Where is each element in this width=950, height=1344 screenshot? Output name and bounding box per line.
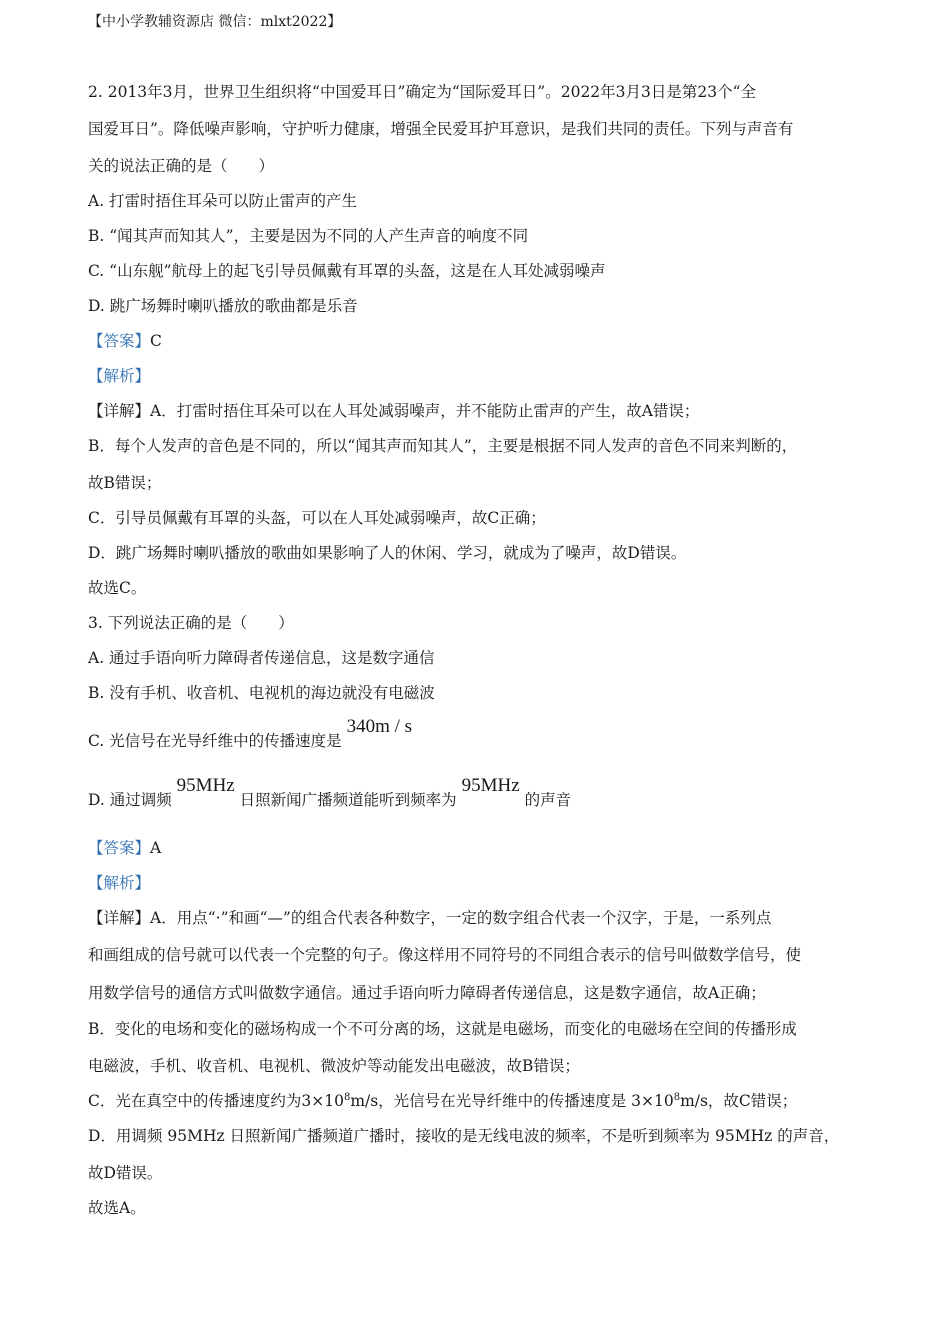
q2-detail-label: 【详解】 [88, 402, 151, 420]
q3-detail-d-line-1: D．用调频 95MHz 日照新闻广播频道广播时，接收的是无线电波的频率，不是听到频率为 95MHz 的声音， [88, 1127, 840, 1145]
exponent-2: 8 [673, 1091, 681, 1103]
q2-detail-c: C．引导员佩戴有耳罩的头盔，可以在人耳处减弱噪声，故C正确； [88, 509, 546, 527]
q3-option-d-suffix: 的声音 [524, 791, 572, 809]
q3-detail-b-line-1: B．变化的电场和变化的磁场构成一个不可分离的场，这就是电磁场，而变化的电磁场在空间的传播形成 [88, 1020, 797, 1038]
q2-analysis-label: 【解析】 [88, 367, 151, 385]
q2-conclusion: 故选C。 [88, 579, 147, 597]
q3-detail-a1-prefix: A．用点“ [150, 909, 216, 927]
q3-detail-a1-suffix: ”和画“—”的组合代表各种数字，一定的数字组合代表一个汉字，于是，一系列点 [220, 909, 772, 927]
q2-option-b: B. “闻其声而知其人”，主要是因为不同的人产生声音的响度不同 [88, 227, 529, 245]
q3-detail-b-line-2: 电磁波，手机、收音机、电视机、微波炉等动能发出电磁波，故B错误； [88, 1057, 580, 1075]
q3-stem: 3. 下列说法正确的是（ ） [88, 614, 294, 632]
q2-answer [88, 331, 162, 351]
q2-detail-b-line-2: 故B错误； [88, 474, 162, 492]
q2-detail-a [88, 401, 699, 421]
q2-detail-a-text: A．打雷时捂住耳朵可以在人耳处减弱噪声，并不能防止雷声的产生，故A错误； [150, 402, 700, 420]
q3-detail-a-line-1 [88, 908, 771, 928]
speed-formula: 340m / s [346, 716, 413, 737]
page-header: 【中小学教辅资源店 微信：mlxt2022】 [88, 14, 342, 30]
q2-answer-value: C [150, 332, 162, 350]
q3-answer [88, 838, 161, 858]
q2-stem-line-3: 关的说法正确的是（ ） [88, 157, 275, 175]
q3-detail-c-part-3: m/s，故C错误； [680, 1092, 798, 1110]
q3-option-d-prefix: D. 通过调频 [88, 791, 172, 809]
q3-detail-c [88, 1091, 797, 1111]
exponent-1: 8 [343, 1091, 351, 1103]
q3-analysis-label: 【解析】 [88, 874, 151, 892]
q3-option-d-middle: 日照新闻广播频道能听到频率为 [239, 791, 457, 809]
q3-detail-c-part-2: m/s，光信号在光导纤维中的传播速度是 3×10 [350, 1092, 674, 1110]
q3-conclusion: 故选A。 [88, 1199, 146, 1217]
q3-answer-value: A [150, 839, 162, 857]
q3-detail-label: 【详解】 [88, 909, 151, 927]
q2-detail-b-line-1: B．每个人发声的音色是不同的，所以“闻其声而知其人”，主要是根据不同人发声的音色不同来判断的， [88, 437, 798, 455]
q3-option-b: B. 没有手机、收音机、电视机的海边就没有电磁波 [88, 684, 435, 702]
q3-detail-a-line-2: 和画组成的信号就可以代表一个完整的句子。像这样用不同符号的不同组合表示的信号叫做数学信号，使 [88, 946, 802, 964]
q2-option-d: D. 跳广场舞时喇叭播放的歌曲都是乐音 [88, 297, 358, 315]
frequency-formula-1: 95MHz [176, 775, 235, 796]
q3-option-d [88, 775, 572, 810]
q2-option-c: C. “山东舰”航母上的起飞引导员佩戴有耳罩的头盔，这是在人耳处减弱噪声 [88, 262, 606, 280]
q3-answer-label: 【答案】 [88, 839, 151, 857]
q2-answer-label: 【答案】 [88, 332, 151, 350]
q3-detail-c-part-1: C．光在真空中的传播速度约为3×10 [88, 1092, 344, 1110]
q2-detail-d: D．跳广场舞时喇叭播放的歌曲如果影响了人的休闲、学习，就成为了噪声，故D错误。 [88, 544, 687, 562]
frequency-formula-2: 95MHz [461, 775, 520, 796]
q3-option-a: A. 通过手语向听力障碍者传递信息，这是数字通信 [88, 649, 435, 667]
q2-option-a: A. 打雷时捂住耳朵可以防止雷声的产生 [88, 192, 358, 210]
q3-option-c [88, 716, 413, 751]
q2-stem-line-1: 2. 2013年3月，世界卫生组织将“中国爱耳日”确定为“国际爱耳日”。2022年3月3日是第23个“全 [88, 83, 757, 101]
q2-stem-line-2: 国爱耳日”。降低噪声影响，守护听力健康，增强全民爱耳护耳意识，是我们共同的责任。下列与声音有 [88, 120, 794, 138]
q3-detail-d-line-2: 故D错误。 [88, 1164, 163, 1182]
dot-symbol: · [215, 909, 221, 927]
q3-option-c-text: C. 光信号在光导纤维中的传播速度是 [88, 732, 342, 750]
q3-detail-a-line-3: 用数学信号的通信方式叫做数字通信。通过手语向听力障碍者传递信息，这是数字通信，故A正确； [88, 984, 766, 1002]
